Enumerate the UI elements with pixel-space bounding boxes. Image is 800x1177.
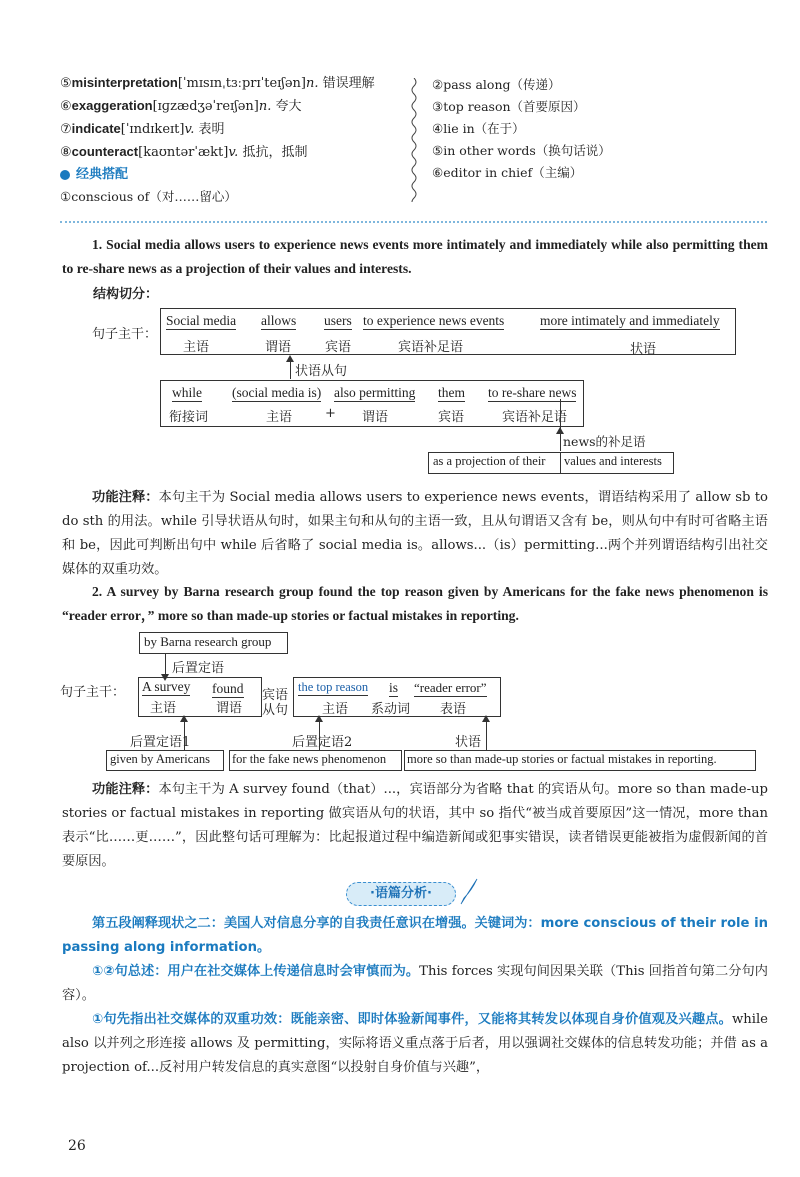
note-1: 功能注释：本句主干为 Social media allows users to experience news events，谓语结构采用了 allow sb to do sth 的用法。while 引导状语从句时，如果主句和从句的主语一致，且从句谓语又含有 be，则从句中有时可省略主语和 be，因此可判断出句中 while 后省略了 social media is。allows...（is）permitting...两个并列谓语结构引出社交媒体的双重功效。 (62, 490, 768, 577)
top-reason-word: the top reason (298, 680, 369, 694)
verb-role: 谓语 (216, 701, 243, 716)
clause-word: to re-share news (488, 385, 577, 400)
post-modifier-1: 后置定语1 (130, 735, 191, 750)
analysis-para-3: ①句先指出社交媒体的双重功效：既能亲密、即时体验新闻事件，又能将其转发以体现自身价值观及兴趣点。while also 以并列之形连接 allows 及 permitting，实际将语义重点落于后者，用以强调社交媒体的信息转发功能；并借 as a projection of...反衬用户转发信息的真实意图“以投射自身价值与兴趣”， (62, 1012, 768, 1075)
by-barna-text: by Barna research group (144, 634, 272, 649)
vocab-item: ⑧counteract[kaʊntərˈækt]v. 抵抗，抵制 (60, 144, 308, 160)
news-complement-label: news的补足语 (563, 434, 646, 449)
analysis-para-1: 第五段阐释现状之二：美国人对信息分享的自我责任意识在增强。关键词为：more conscious of their role in passing along information。 (62, 916, 768, 955)
main-word: to experience news events (363, 313, 505, 328)
clause-role: 宾语 (438, 410, 465, 425)
section-divider (60, 221, 767, 223)
analysis-para-2: ①②句总述：用户在社交媒体上传递信息时会审慎而为。This forces 实现句间因果关联（This 回指首句第二分句内容）。 (62, 964, 768, 1003)
arrow-head-icon (482, 715, 490, 722)
vocab-item: ⑦indicate[ˈɪndɪkeɪt]v. 表明 (60, 121, 225, 137)
main-word: users (324, 313, 352, 328)
page-number: 26 (68, 1138, 86, 1154)
is-word: is (389, 680, 399, 695)
wavy-divider (408, 78, 420, 202)
collocation-item: ⑤in other words（换句话说） (432, 143, 611, 158)
note-2: 功能注释：本句主干为 A survey found（that）...，宾语部分为省略 that 的宾语从句。more so than made-up stories or factual mistakes in reporting 做宾语从句的状语，其中 so 指代“被当成首要原因”这一情况，more than 表示“比……更……”，因此整句话可理解为：比起报道过程中编造新闻或犯事实错误，读者错误更能被指为虚假新闻的首要原因。 (62, 782, 768, 869)
arrow-line (165, 654, 166, 676)
more-so-text: more so than made-up stories or factual mistakes in reporting. (407, 752, 717, 766)
subject-word: A survey (142, 679, 191, 694)
vocab-list (60, 72, 375, 208)
clause-role: 衔接词 (169, 410, 209, 425)
object-clause-label: 宾语从句 (262, 688, 289, 718)
top-reason-role: 主语 (322, 702, 349, 717)
collocation-item: ⑥editor in chief（主编） (432, 165, 583, 180)
subject-role: 主语 (150, 701, 177, 716)
given-text: given by Americans (110, 752, 210, 766)
main-role: 宾语 (325, 340, 352, 355)
collocation-item: ③top reason（首要原因） (432, 99, 586, 114)
quill-icon (458, 876, 480, 906)
arrow-head-icon (315, 715, 323, 722)
arrow-line (560, 399, 561, 451)
main-role: 主语 (183, 340, 210, 355)
clause-word: while (172, 385, 202, 400)
sentence-2: 2. A survey by Barna research group found the top reason given by Americans for the fake news phenomenon is “reader error，” more so than made-up stories or factual mistakes in reporting. (62, 584, 768, 623)
clause-word: also permitting (334, 385, 416, 400)
bullet-icon (60, 170, 70, 180)
main-label: 句子主干： (92, 327, 158, 342)
clause-role: 主语 (266, 410, 293, 425)
collocation-item: ②pass along（传递） (432, 77, 561, 92)
fake-news-text: for the fake news phenomenon (232, 752, 387, 766)
vocab-item: ⑤misinterpretation[ˈmɪsɪnˌtɜːprɪˈteɪʃən]n. 错误理解 (60, 75, 375, 91)
projection-text: as a projection of their (433, 454, 546, 468)
collocation-item: ④lie in（在于） (432, 121, 525, 136)
reader-error-word: “reader error” (414, 680, 487, 695)
main-role: 宾语补足语 (398, 340, 464, 355)
main-word: more intimately and immediately (540, 313, 720, 328)
split-label: 结构切分： (93, 287, 159, 302)
post-modifier-label: 后置定语 (172, 661, 225, 676)
arrow-head-icon (286, 355, 294, 362)
plus-sign: + (325, 406, 336, 421)
analysis-badge: ·语篇分析· (346, 882, 456, 906)
clause-word: (social media is) (232, 385, 322, 400)
verb-word: found (212, 681, 244, 696)
collocation-list (432, 74, 611, 184)
adv-clause-label: 状语从句 (295, 364, 348, 379)
vocab-item: ⑥exaggeration[ɪɡzædʒəˈreɪʃən]n. 夸大 (60, 98, 302, 114)
is-role: 系动词 (371, 702, 411, 717)
adverbial-label: 状语 (455, 735, 482, 750)
divider (560, 452, 561, 474)
reader-error-role: 表语 (440, 702, 467, 717)
main-role: 谓语 (265, 340, 292, 355)
clause-role: 谓语 (362, 410, 389, 425)
arrow-head-icon (180, 715, 188, 722)
main-label-2: 句子主干： (60, 685, 126, 700)
main-role: 状语 (630, 342, 657, 357)
main-word: Social media (166, 313, 237, 328)
clause-role: 宾语补足语 (502, 410, 568, 425)
projection-text-2: values and interests (564, 454, 662, 468)
collocation-item: ①conscious of（对……留心） (60, 189, 237, 204)
main-word: allows (261, 313, 297, 328)
collocation-heading: 经典搭配 (60, 164, 375, 186)
clause-word: them (438, 385, 465, 400)
sentence-1: 1. Social media allows users to experience news events more intimately and immediately while also permitting them to re-share news as a projection of their values and interests. (62, 237, 768, 276)
post-modifier-2: 后置定语2 (292, 735, 353, 750)
